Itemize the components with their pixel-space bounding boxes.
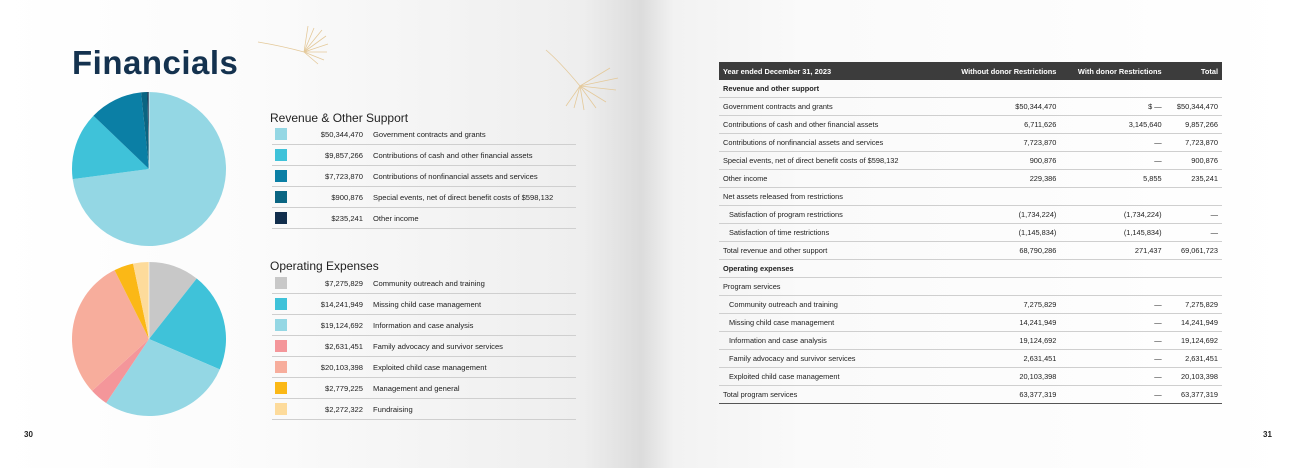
legend-label: Information and case analysis [373,320,474,330]
table-cell: 19,124,692 [1166,332,1222,350]
table-cell: 7,723,870 [1166,134,1222,152]
legend-label: Management and general [373,383,460,393]
table-cell [1166,188,1222,206]
table-header-cell: Year ended December 31, 2023 [719,62,942,80]
table-cell: 2,631,451 [942,350,1060,368]
table-cell: $ — [1060,98,1165,116]
table-cell [942,260,1060,278]
left-page-number: 30 [24,430,33,439]
table-cell: Contributions of nonfinancial assets and services [719,134,942,152]
table-cell [1060,80,1165,98]
legend-item [272,208,576,229]
table-cell: (1,734,224) [1060,206,1165,224]
table-row [719,368,1222,386]
revenue-legend [272,124,576,229]
expenses-section-title: Operating Expenses [270,259,379,273]
table-cell: 235,241 [1166,170,1222,188]
table-cell: — [1060,332,1165,350]
table-cell: 900,876 [942,152,1060,170]
legend-label: Other income [373,213,419,223]
legend-swatch [275,277,287,289]
table-cell: 68,790,286 [942,242,1060,260]
table-cell: Satisfaction of program restrictions [719,206,942,224]
legend-item [272,273,576,294]
legend-label: Special events, net of direct benefit costs of $598,132 [373,192,554,202]
legend-amount: $2,779,225 [324,383,363,393]
table-cell: Contributions of cash and other financial assets [719,116,942,134]
table-cell: Government contracts and grants [719,98,942,116]
table-cell: 69,061,723 [1166,242,1222,260]
legend-item [272,145,576,166]
right-page-number: 31 [1263,430,1272,439]
table-cell: 7,723,870 [942,134,1060,152]
table-row [719,206,1222,224]
revenue-section-title: Revenue & Other Support [270,111,409,125]
table-cell: Community outreach and training [719,296,942,314]
legend-swatch [275,298,287,310]
expenses-legend [272,273,576,420]
table-row [719,314,1222,332]
legend-swatch [275,128,287,140]
table-cell: 6,711,626 [942,116,1060,134]
legend-item [272,166,576,187]
financial-statement-table [719,62,1222,404]
legend-item [272,357,576,378]
table-cell [942,188,1060,206]
table-cell: Exploited child case management [719,368,942,386]
legend-amount: $235,241 [331,213,363,223]
table-cell: 20,103,398 [942,368,1060,386]
table-cell: 63,377,319 [942,386,1060,404]
legend-item [272,187,576,208]
table-cell: $50,344,470 [1166,98,1222,116]
table-cell: (1,734,224) [942,206,1060,224]
legend-amount: $9,857,266 [324,150,363,160]
table-cell [1166,80,1222,98]
table-row [719,80,1222,98]
table-row [719,332,1222,350]
table-cell: 14,241,949 [1166,314,1222,332]
revenue-pie-chart [70,90,228,248]
legend-label: Exploited child case management [373,362,487,372]
legend-label: Missing child case management [373,299,482,309]
table-cell [1060,188,1165,206]
table-cell: 3,145,640 [1060,116,1165,134]
table-cell: 2,631,451 [1166,350,1222,368]
legend-amount: $14,241,949 [320,299,363,309]
legend-swatch [275,319,287,331]
table-cell [942,80,1060,98]
legend-swatch [275,191,287,203]
legend-label: Government contracts and grants [373,129,486,139]
table-cell: Satisfaction of time restrictions [719,224,942,242]
table-cell: 5,855 [1060,170,1165,188]
table-row [719,98,1222,116]
legend-item [272,378,576,399]
legend-item [272,315,576,336]
legend-amount: $50,344,470 [320,129,363,139]
table-cell: (1,145,834) [1060,224,1165,242]
table-row [719,350,1222,368]
table-header-cell: Total [1166,62,1222,80]
legend-item [272,336,576,357]
table-cell [1166,278,1222,296]
table-row [719,260,1222,278]
table-cell: 900,876 [1166,152,1222,170]
table-cell: Special events, net of direct benefit costs of $598,132 [719,152,942,170]
table-header-cell: Without donor Restrictions [942,62,1060,80]
legend-item [272,294,576,315]
table-cell: 9,857,266 [1166,116,1222,134]
table-cell: — [1060,350,1165,368]
legend-amount: $7,723,870 [324,171,363,181]
table-row [719,116,1222,134]
table-cell: (1,145,834) [942,224,1060,242]
table-cell: 7,275,829 [942,296,1060,314]
legend-label: Community outreach and training [373,278,485,288]
table-cell: 63,377,319 [1166,386,1222,404]
dandelion-seed-icon [252,22,332,67]
legend-item [272,399,576,420]
legend-swatch [275,149,287,161]
table-cell: — [1060,152,1165,170]
legend-amount: $19,124,692 [320,320,363,330]
table-cell [1060,260,1165,278]
legend-amount: $20,103,398 [320,362,363,372]
table-cell: 19,124,692 [942,332,1060,350]
page-title: Financials [72,44,239,81]
table-cell: $50,344,470 [942,98,1060,116]
table-cell: Information and case analysis [719,332,942,350]
table-row [719,152,1222,170]
table-cell: — [1166,224,1222,242]
legend-swatch [275,403,287,415]
table-cell: 14,241,949 [942,314,1060,332]
table-cell: — [1166,206,1222,224]
legend-amount: $2,631,451 [324,341,363,351]
table-cell [942,278,1060,296]
expenses-pie-chart [70,260,228,418]
legend-amount: $900,876 [331,192,363,202]
table-row [719,224,1222,242]
legend-swatch [275,361,287,373]
legend-label: Fundraising [373,404,413,414]
legend-swatch [275,382,287,394]
table-cell: — [1060,296,1165,314]
legend-label: Family advocacy and survivor services [373,341,503,351]
legend-swatch [275,212,287,224]
legend-amount: $2,272,322 [324,404,363,414]
table-cell: Total revenue and other support [719,242,942,260]
table-cell: Family advocacy and survivor services [719,350,942,368]
legend-item [272,124,576,145]
table-row [719,170,1222,188]
table-row [719,242,1222,260]
table-cell [1166,260,1222,278]
table-row [719,134,1222,152]
table-cell: — [1060,368,1165,386]
table-cell: — [1060,134,1165,152]
dandelion-seed-icon [540,42,630,112]
legend-label: Contributions of nonfinancial assets and services [373,171,538,181]
table-header-cell: With donor Restrictions [1060,62,1165,80]
legend-swatch [275,340,287,352]
table-cell: — [1060,386,1165,404]
table-cell: 229,386 [942,170,1060,188]
table-cell: Revenue and other support [719,80,942,98]
table-cell: 271,437 [1060,242,1165,260]
legend-amount: $7,275,829 [324,278,363,288]
table-header-row [719,62,1222,80]
legend-label: Contributions of cash and other financial assets [373,150,533,160]
table-cell: Other income [719,170,942,188]
table-cell [1060,278,1165,296]
table-row [719,188,1222,206]
table-cell: Net assets released from restrictions [719,188,942,206]
table-row [719,278,1222,296]
table-cell: Operating expenses [719,260,942,278]
legend-swatch [275,170,287,182]
table-cell: 7,275,829 [1166,296,1222,314]
table-row [719,296,1222,314]
table-cell: Program services [719,278,942,296]
table-cell: — [1060,314,1165,332]
table-cell: Missing child case management [719,314,942,332]
table-row [719,386,1222,404]
table-cell: 20,103,398 [1166,368,1222,386]
table-cell: Total program services [719,386,942,404]
